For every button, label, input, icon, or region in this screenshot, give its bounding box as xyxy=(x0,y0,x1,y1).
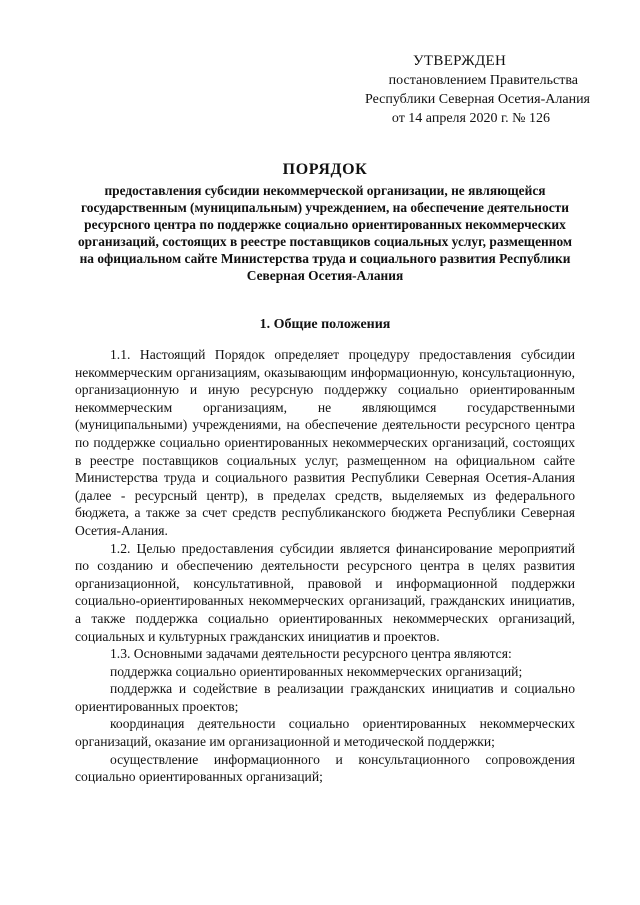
approval-heading: УТВЕРЖДЕН xyxy=(413,53,507,69)
paragraph: 1.2. Целью предоставления субсидии является финансирование мероприятий по созданию и обеспечению деятельности ресурсного центра в целях развития организационной, консультативной, правовой и информационной поддержки социально-ориентированных некоммерческих организаций, гражданских инициатив, а также поддержка социально ориентированных некоммерческих организаций, социальных и культурных гражданских инициатив и проектов. xyxy=(75,540,575,644)
document-subtitle: предоставления субсидии некоммерческой организации, не являющейся государственным (муниципальным) учреждением, на обеспечение деятельности ресурсного центра по поддержке социально ориентированных некоммерческих организаций, состоящих в реестре поставщиков социальных услуг, размещенном на официальном сайте Министерства труда и социального развития Республики Северная Осетия-Алания xyxy=(77,183,573,283)
approval-line-republic: Республики Северная Осетия-Алания xyxy=(365,92,590,107)
title-block xyxy=(70,160,580,284)
section-heading: 1. Общие положения xyxy=(259,317,391,332)
section-body xyxy=(75,346,575,786)
paragraph: 1.1. Настоящий Порядок определяет процедуру предоставления субсидии некоммерческим организациям, оказывающим информационную, консультационную, организационную и иную ресурсную поддержку социально ориентированным некоммерческим организациям, не являющимся государственными (муниципальными) учреждениями, на обеспечение деятельности ресурсного центра по поддержке социально ориентированных некоммерческих организаций, состоящих в реестре поставщиков социальных услуг, размещенном на официальном сайте Министерства труда и социального развития Республики Северная Осетия-Алания (далее - ресурсный центр), в пределах средств, выделяемых из федерального бюджета, а также за счет средств республиканского бюджета Республики Северная Осетия-Алания. xyxy=(75,347,575,538)
approval-line-date: от 14 апреля 2020 г. № 126 xyxy=(391,111,550,126)
approval-line-resolution: постановлением Правительства xyxy=(388,73,578,88)
paragraph: 1.3. Основными задачами деятельности ресурсного центра являются: xyxy=(110,646,512,662)
list-item: координация деятельности социально ориентированных некоммерческих организаций, оказание им организационной и методической поддержки; xyxy=(75,716,575,750)
list-item: поддержка и содействие в реализации гражданских инициатив и социально ориентированных проектов; xyxy=(75,681,575,714)
list-item: осуществление информационного и консультационного сопровождения социально ориентированных организаций; xyxy=(75,751,575,785)
approval-stamp xyxy=(330,52,590,128)
document-title: ПОРЯДОК xyxy=(282,161,368,178)
list-item: поддержка социально ориентированных некоммерческих организаций; xyxy=(110,663,523,679)
